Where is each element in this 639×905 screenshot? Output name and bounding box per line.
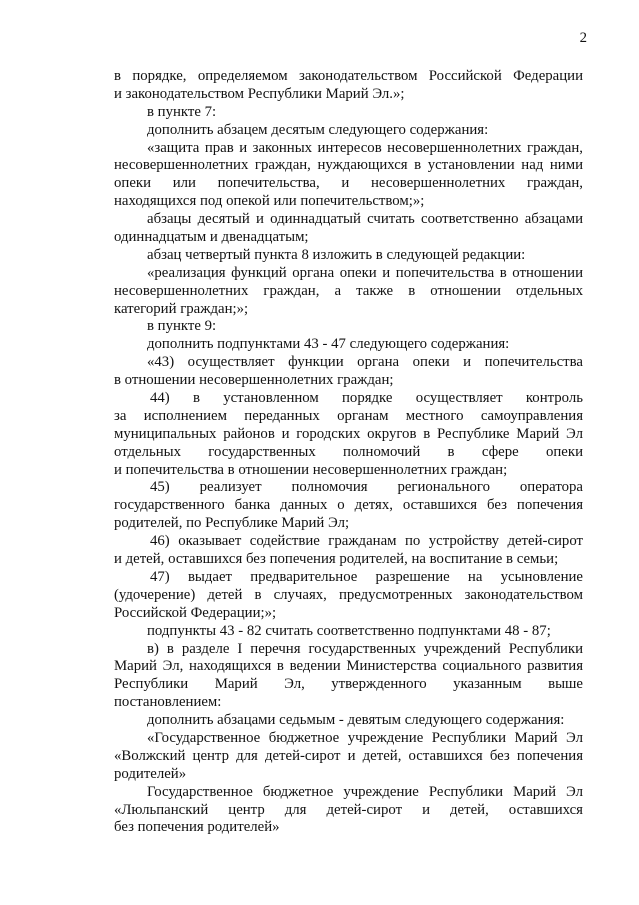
- text-line: в порядке, определяемом законодательством Российской Федерации: [114, 68, 583, 84]
- text-line: и детей, оставшихся без попечения родителей, на воспитание в семьи;: [114, 551, 559, 568]
- text-line: опеки или попечительства, и несовершеннолетних граждан,: [114, 175, 583, 192]
- text-line: в пункте 7:: [147, 103, 217, 120]
- text-line: 46) оказывает содействие гражданам по устройству детей-сирот: [150, 533, 583, 550]
- text-line: категорий граждан;»;: [114, 300, 249, 317]
- text-line: отдельных государственных полномочий в сфере опеки: [114, 443, 583, 460]
- text-line: родителей, по Республике Марий Эл;: [114, 515, 350, 532]
- text-line: 47) выдает предварительное разрешение на усыновление: [150, 568, 583, 585]
- text-line: находящихся под опекой или попечительством;»;: [114, 193, 425, 210]
- text-line: в пункте 9:: [147, 318, 217, 335]
- text-line: одиннадцатым и двенадцатым;: [114, 229, 309, 246]
- text-line: дополнить подпунктами 43 - 47 следующего содержания:: [147, 336, 510, 353]
- text-line: постановлением:: [114, 694, 222, 711]
- page-number: 2: [579, 30, 587, 46]
- text-line: абзацы десятый и одиннадцатый считать соответственно абзацами: [147, 211, 583, 228]
- text-line: в отношении несовершеннолетних граждан;: [114, 372, 394, 389]
- text-line: подпункты 43 - 82 считать соответственно подпунктами 48 - 87;: [147, 622, 551, 639]
- text-line: 45) реализует полномочия регионального оператора: [150, 479, 583, 496]
- text-line: без попечения родителей»: [114, 819, 280, 836]
- text-line: Государственное бюджетное учреждение Республики Марий Эл: [147, 783, 583, 800]
- text-line: в) в разделе I перечня государственных учреждений Республики: [147, 640, 583, 657]
- text-line: несовершеннолетних граждан, а также в отношении отдельных: [114, 282, 583, 299]
- text-line: дополнить абзацами седьмым - девятым следующего содержания:: [147, 712, 565, 729]
- text-line: «Государственное бюджетное учреждение Республики Марий Эл: [147, 729, 583, 746]
- document-body: [114, 68, 583, 837]
- text-line: дополнить абзацем десятым следующего содержания:: [147, 121, 489, 138]
- text-line: «43) осуществляет функции органа опеки и попечительства: [147, 354, 583, 371]
- text-line: Республики Марий Эл, утвержденного указанным выше: [114, 676, 583, 693]
- text-line: и законодательством Республики Марий Эл.»;: [114, 85, 405, 102]
- text-line: муниципальных районов и городских округов в Республике Марий Эл: [114, 425, 583, 442]
- text-line: и попечительства в отношении несовершеннолетних граждан;: [114, 461, 508, 478]
- text-line: «защита прав и законных интересов несовершеннолетних граждан,: [147, 139, 583, 156]
- text-line: Российской Федерации;»;: [114, 604, 277, 621]
- text-line: «Люльпанский центр для детей-сирот и детей, оставшихся: [114, 801, 583, 818]
- text-line: государственного банка данных о детях, оставшихся без попечения: [114, 497, 583, 514]
- text-line: родителей»: [114, 765, 187, 782]
- text-line: «реализация функций органа опеки и попечительства в отношении: [147, 264, 583, 281]
- text-line: «Волжский центр для детей-сирот и детей, оставшихся без попечения: [114, 747, 583, 764]
- text-line: абзац четвертый пункта 8 изложить в следующей редакции:: [147, 246, 526, 263]
- text-line: за исполнением переданных органам местного самоуправления: [114, 407, 583, 424]
- text-line: 44) в установленном порядке осуществляет контроль: [150, 390, 583, 407]
- text-line: несовершеннолетних граждан, нуждающихся в установлении над ними: [114, 157, 583, 174]
- text-line: (удочерение) детей в случаях, предусмотренных законодательством: [114, 586, 583, 603]
- text-line: Марий Эл, находящихся в ведении Министерства социального развития: [114, 658, 583, 675]
